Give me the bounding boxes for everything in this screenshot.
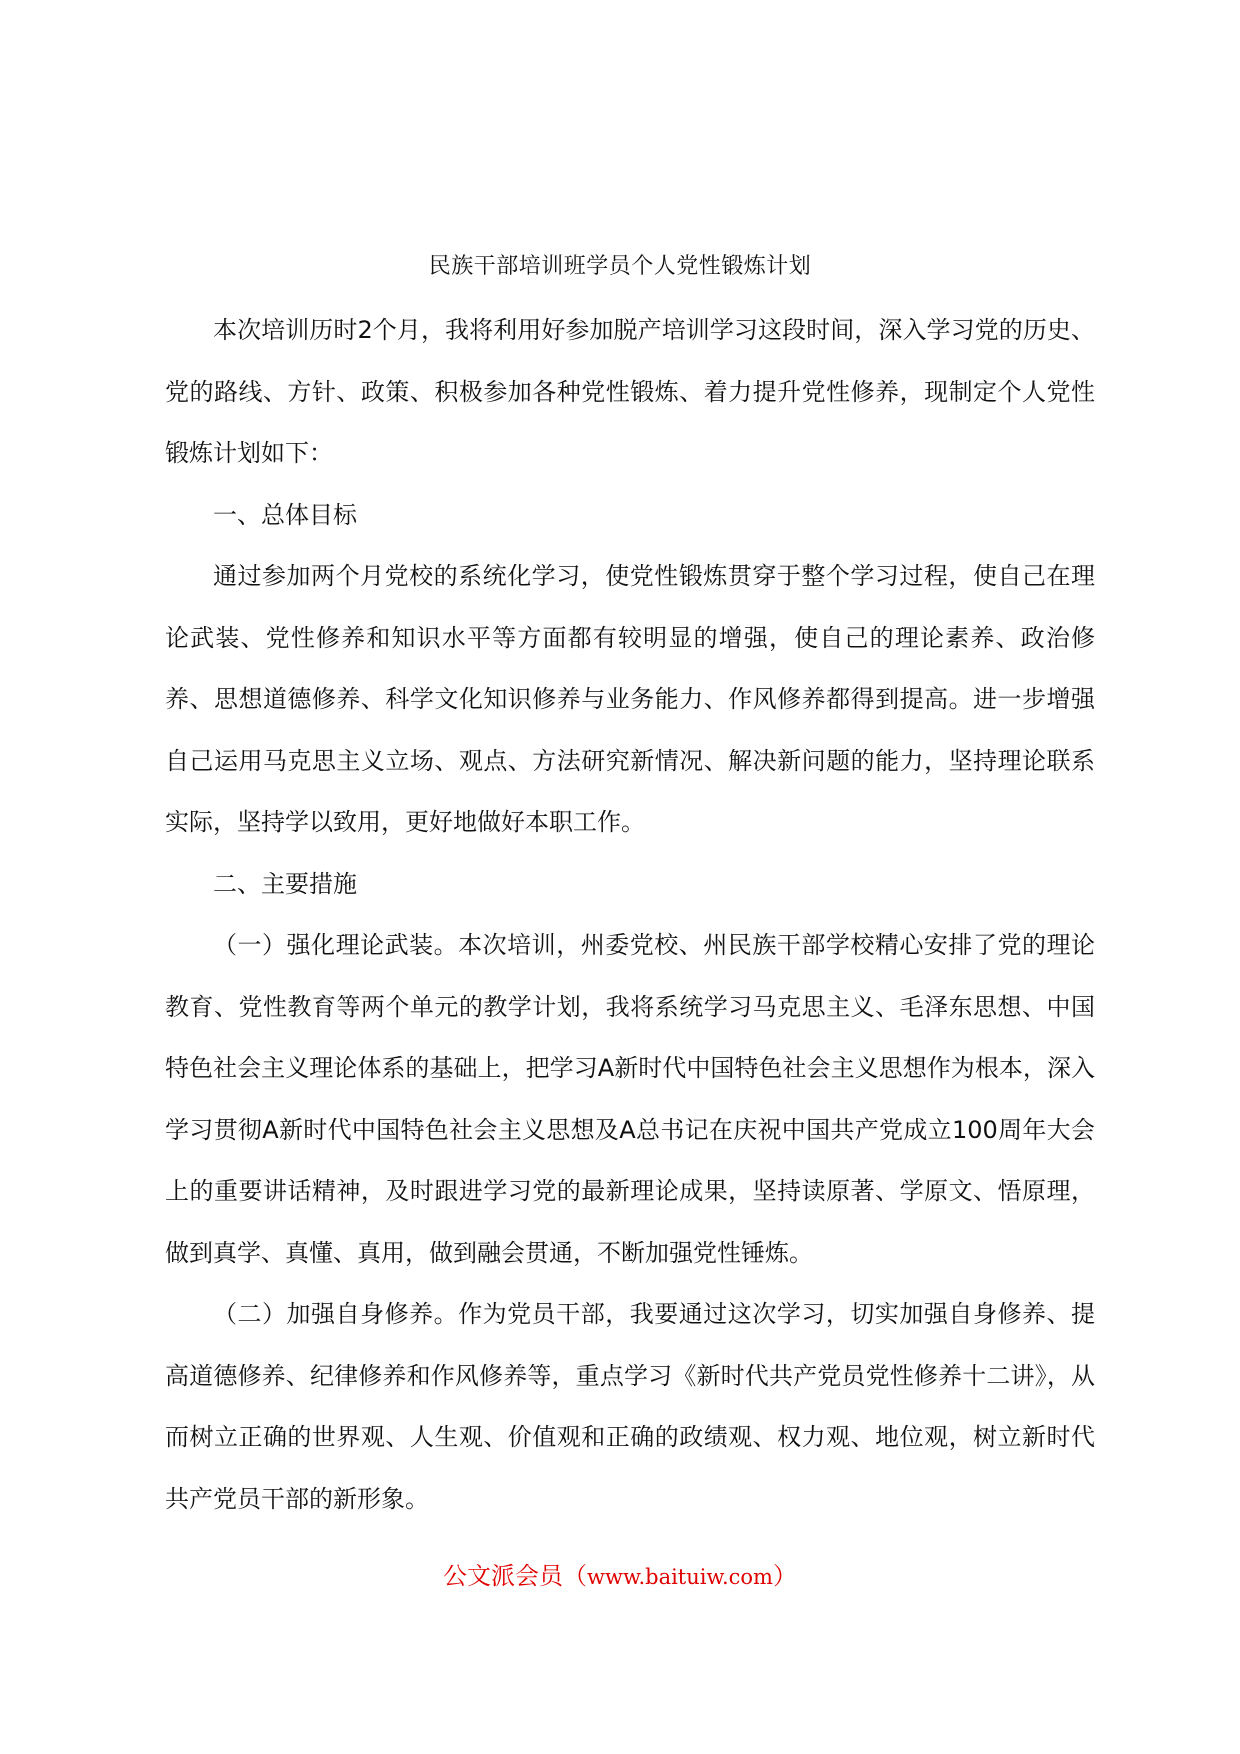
paragraph-overall-goal: 通过参加两个月党校的系统化学习，使党性锻炼贯穿于整个学习过程，使自己在理论武装、党性修养和知识水平等方面都有较明显的增强，使自己的理论素养、政治修养、思想道德修养、科学文化知识修养与业务能力、作风修养都得到提高。进一步增强自己运用马克思主义立场、观点、方法研究新情况、解决新问题的能力，坚持理论联系实际，坚持学以致用，更好地做好本职工作。 [165,562,1095,836]
footer-url[interactable]: www.baituiw.com [587,1565,773,1589]
document-title: 民族干部培训班学员个人党性锻炼计划 [428,254,812,279]
footer-watermark-link[interactable] [0,1560,1240,1593]
paragraph-measure-1: （一）强化理论武装。本次培训，州委党校、州民族干部学校精心安排了党的理论教育、党性教育等两个单元的教学计划，我将系统学习马克思主义、毛泽东思想、中国特色社会主义理论体系的基础上，把学习A新时代中国特色社会主义思想作为根本，深入学习贯彻A新时代中国特色社会主义思想及A总书记在庆祝中国共产党成立100周年大会上的重要讲话精神，及时跟进学习党的最新理论成果，坚持读原著、学原文、悟原理，做到真学、真懂、真用，做到融会贯通，不断加强党性锤炼。 [165,931,1095,1267]
section-heading-overall-goal: 一、总体目标 [213,500,357,529]
footer-label: 公文派会员（ [443,1562,588,1590]
paragraph-intro: 本次培训历时2个月，我将利用好参加脱产培训学习这段时间，深入学习党的历史、党的路线、方针、政策、积极参加各种党性锻炼、着力提升党性修养，现制定个人党性锻炼计划如下： [165,316,1095,467]
paragraph-measure-2: （二）加强自身修养。作为党员干部，我要通过这次学习，切实加强自身修养、提高道德修养、纪律修养和作风修养等，重点学习《新时代共产党员党性修养十二讲》，从而树立正确的世界观、人生观、价值观和正确的政绩观、权力观、地位观，树立新时代共产党员干部的新形象。 [165,1300,1095,1513]
section-heading-main-measures: 二、主要措施 [213,869,357,898]
footer-close: ） [772,1562,797,1590]
document-body [165,300,1095,1530]
